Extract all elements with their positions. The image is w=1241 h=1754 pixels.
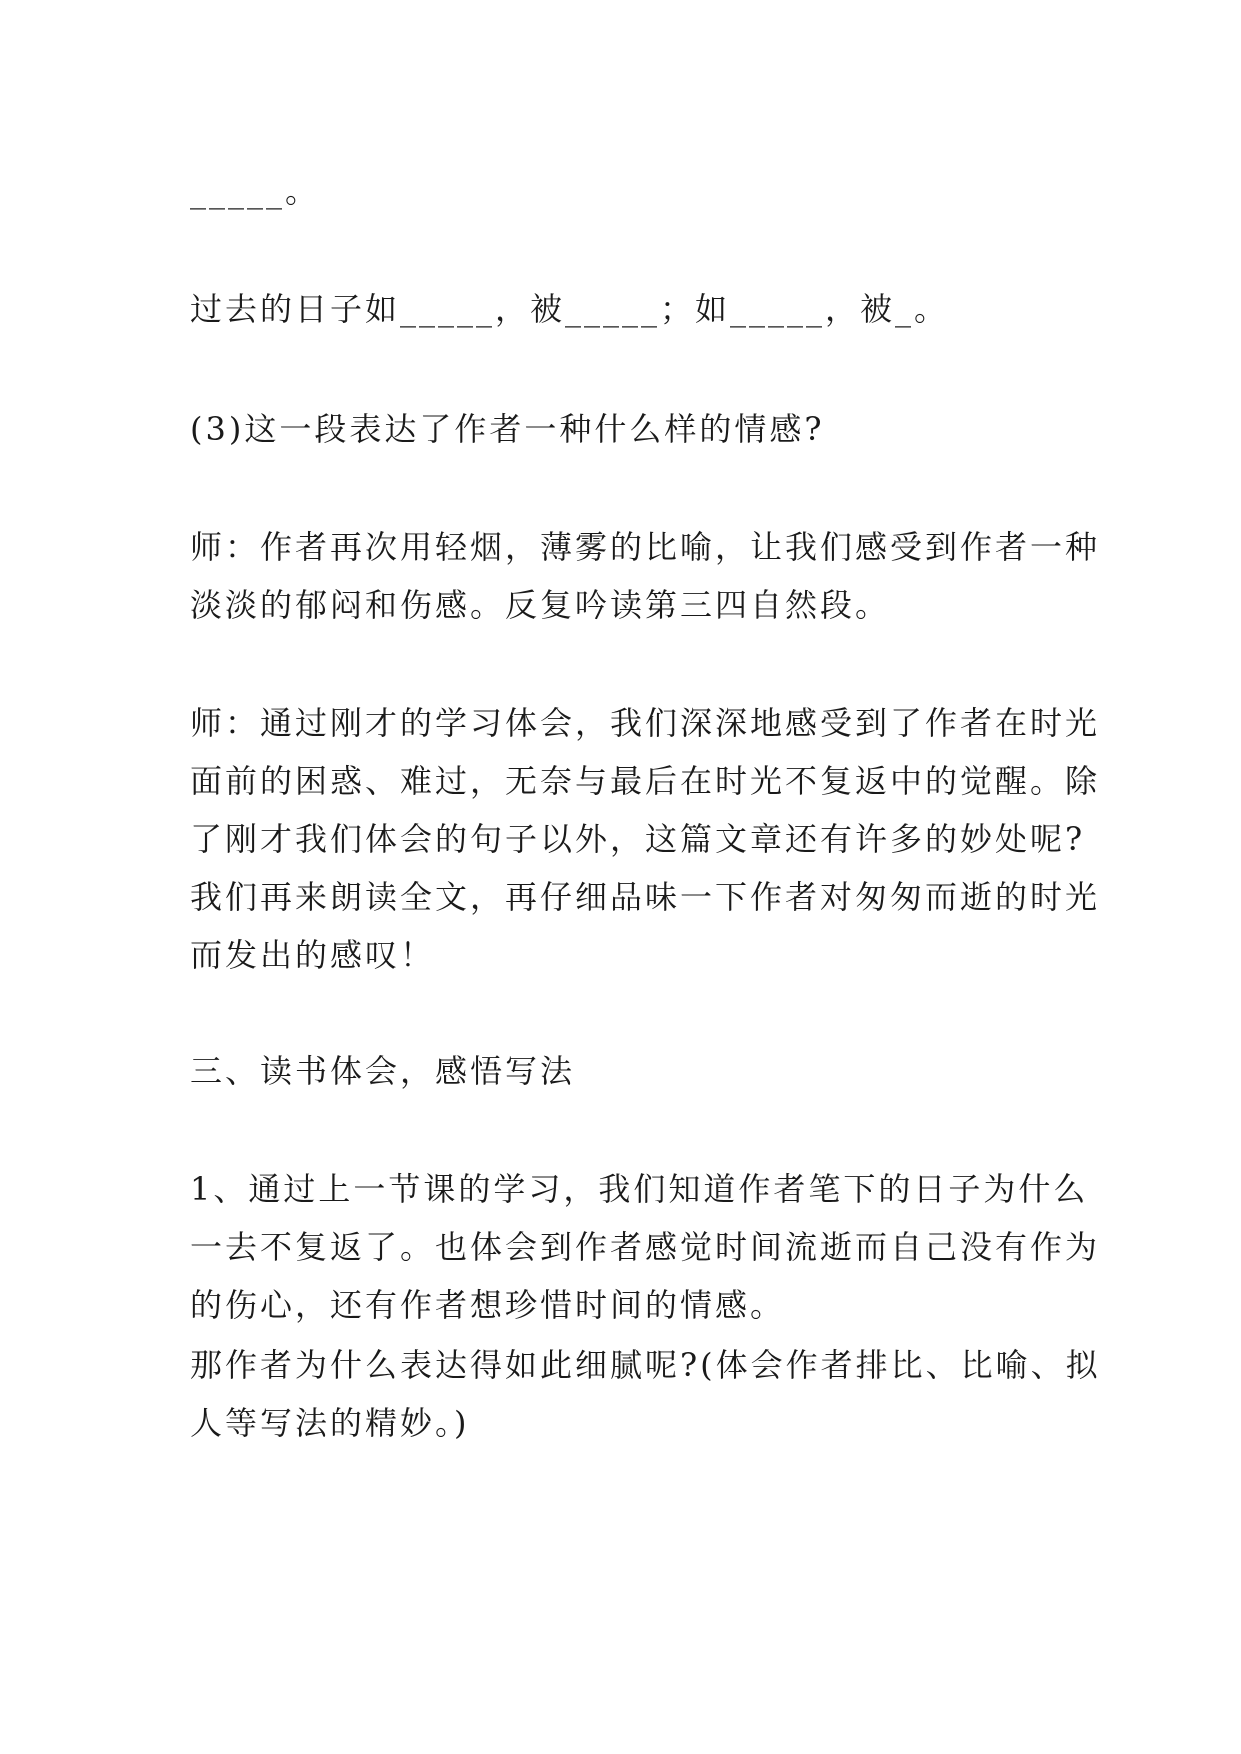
text-line: 了刚才我们体会的句子以外，这篇文章还有许多的妙处呢? xyxy=(190,820,1086,858)
text-line: 师：作者再次用轻烟，薄雾的比喻，让我们感受到作者一种 xyxy=(190,528,1101,566)
text-line: 的伤心，还有作者想珍惜时间的情感。 xyxy=(190,1286,786,1324)
text-line: 淡淡的郁闷和伤感。反复吟读第三四自然段。 xyxy=(190,586,891,624)
question-3 xyxy=(190,400,1060,458)
text-line: 而发出的感叹！ xyxy=(190,936,436,974)
text-line: 三、读书体会，感悟写法 xyxy=(190,1052,576,1090)
text-line: 面前的困惑、难过，无奈与最后在时光不复返中的觉醒。除 xyxy=(190,762,1101,800)
teacher-remark-2 xyxy=(190,694,1101,984)
teacher-remark-1 xyxy=(190,518,1101,634)
text-line: 我们再来朗读全文，再仔细品味一下作者对匆匆而逝的时光 xyxy=(190,878,1101,916)
text-line: _____。 xyxy=(190,172,321,210)
text-line: 一去不复返了。也体会到作者感觉时间流逝而自己没有作为 xyxy=(190,1228,1101,1266)
section-heading xyxy=(190,1042,1060,1100)
fill-blank-continuation xyxy=(190,162,1060,220)
question-why xyxy=(190,1336,1101,1452)
text-line: 那作者为什么表达得如此细腻呢?(体会作者排比、比喻、拟 xyxy=(190,1346,1101,1384)
fill-blank-sentence xyxy=(190,280,1060,338)
text-line: (3)这一段表达了作者一种什么样的情感? xyxy=(190,410,825,448)
text-line: 人等写法的精妙。) xyxy=(190,1404,470,1442)
step-1 xyxy=(190,1160,1101,1334)
text-line: 过去的日子如_____，被_____；如_____，被_。 xyxy=(190,290,950,328)
text-line: 1、通过上一节课的学习，我们知道作者笔下的日子为什么 xyxy=(190,1170,1089,1208)
text-line: 师：通过刚才的学习体会，我们深深地感受到了作者在时光 xyxy=(190,704,1101,742)
